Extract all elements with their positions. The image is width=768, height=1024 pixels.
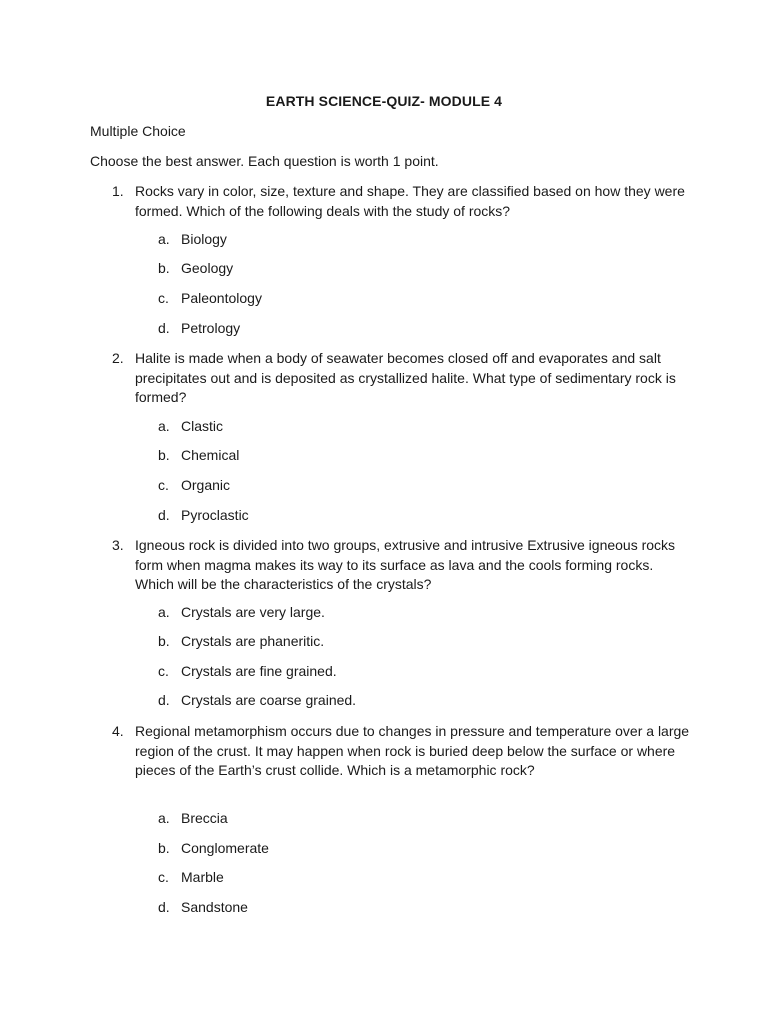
option-letter: c. xyxy=(158,869,169,885)
question-number: 3. xyxy=(112,537,124,553)
question-1-option-d xyxy=(158,320,240,336)
option-text: Geology xyxy=(181,260,234,276)
option-letter: b. xyxy=(158,447,170,463)
option-text: Organic xyxy=(181,477,231,493)
question-4-option-c xyxy=(158,869,224,885)
option-text: Breccia xyxy=(181,810,228,826)
option-letter: b. xyxy=(158,840,170,856)
question-number: 2. xyxy=(112,350,124,366)
question-number: 4. xyxy=(112,723,124,739)
option-text: Pyroclastic xyxy=(181,507,249,523)
question-1-option-a xyxy=(158,231,227,247)
question-text: Igneous rock is divided into two groups, extrusive and intrusive Extrusive igneous rocks form when magma makes its way to its surface as lava and the cools forming rocks. Which will be the characteristics of the crystals? xyxy=(135,537,676,592)
option-text: Crystals are phaneritic. xyxy=(181,633,325,649)
option-text: Paleontology xyxy=(181,290,262,306)
option-text: Chemical xyxy=(181,447,240,463)
question-text: Regional metamorphism occurs due to changes in pressure and temperature over a large region of the crust. It may happen when rock is buried deep below the surface or where pieces of the Earth’s crust collide. Which is a metamorphic rock? xyxy=(135,723,690,778)
option-text: Conglomerate xyxy=(181,840,269,856)
option-letter: d. xyxy=(158,899,170,915)
instructions: Choose the best answer. Each question is worth 1 point. xyxy=(90,153,439,169)
option-letter: d. xyxy=(158,692,170,708)
option-text: Marble xyxy=(181,869,224,885)
question-3-option-c xyxy=(158,663,337,679)
option-letter: c. xyxy=(158,290,169,306)
question-4 xyxy=(112,722,692,781)
question-2-option-d xyxy=(158,507,249,523)
option-letter: d. xyxy=(158,507,170,523)
question-4-option-a xyxy=(158,810,228,826)
question-1-option-c xyxy=(158,290,262,306)
option-letter: a. xyxy=(158,231,170,247)
question-4-option-d xyxy=(158,899,248,915)
option-letter: b. xyxy=(158,633,170,649)
question-4-option-b xyxy=(158,840,269,856)
option-letter: c. xyxy=(158,477,169,493)
question-2-option-a xyxy=(158,418,223,434)
question-2 xyxy=(112,349,692,408)
option-text: Crystals are coarse grained. xyxy=(181,692,357,708)
option-text: Crystals are fine grained. xyxy=(181,663,337,679)
question-1 xyxy=(112,182,692,221)
question-3-option-b xyxy=(158,633,324,649)
option-letter: a. xyxy=(158,418,170,434)
option-text: Biology xyxy=(181,231,227,247)
option-letter: a. xyxy=(158,604,170,620)
question-3-option-a xyxy=(158,604,325,620)
question-text: Halite is made when a body of seawater becomes closed off and evaporates and salt precipitates out and is deposited as crystallized halite. What type of sedimentary rock is formed? xyxy=(135,350,676,405)
option-letter: c. xyxy=(158,663,169,679)
question-1-option-b xyxy=(158,260,233,276)
question-text: Rocks vary in color, size, texture and shape. They are classified based on how they were formed. Which of the following deals with the study of rocks? xyxy=(135,183,685,219)
question-2-option-b xyxy=(158,447,239,463)
option-text: Crystals are very large. xyxy=(181,604,325,620)
question-number: 1. xyxy=(112,183,124,199)
option-text: Sandstone xyxy=(181,899,248,915)
question-3-option-d xyxy=(158,692,356,708)
document-title: EARTH SCIENCE-QUIZ- MODULE 4 xyxy=(265,93,503,109)
option-letter: a. xyxy=(158,810,170,826)
question-2-option-c xyxy=(158,477,230,493)
question-3 xyxy=(112,536,692,595)
option-letter: d. xyxy=(158,320,170,336)
section-heading: Multiple Choice xyxy=(90,123,186,139)
option-text: Petrology xyxy=(181,320,241,336)
option-letter: b. xyxy=(158,260,170,276)
option-text: Clastic xyxy=(181,418,224,434)
